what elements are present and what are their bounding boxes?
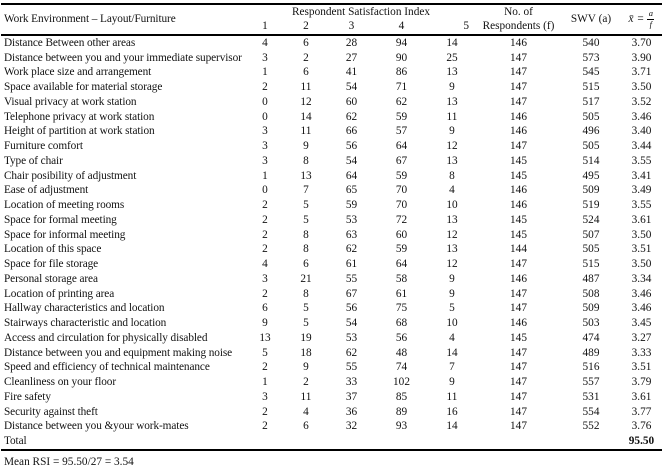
- table-row: [1, 213, 662, 228]
- rsi-1-value: 2: [262, 213, 268, 226]
- mean-value: 3.52: [631, 95, 652, 108]
- rsi-1-value: 2: [262, 228, 268, 241]
- table-row: [1, 51, 662, 66]
- rsi-5-value: 14: [446, 36, 458, 49]
- swv-value: 507: [582, 228, 600, 241]
- rsi-3-value: 62: [345, 346, 358, 359]
- rsi-5-value: 12: [446, 140, 458, 153]
- respondents-value: 147: [510, 81, 527, 94]
- mean-value: 3.61: [631, 390, 652, 403]
- row-label: Location of meeting rooms: [4, 199, 125, 212]
- rsi-4-value: 89: [395, 405, 408, 418]
- table-header: [1, 4, 662, 35]
- rsi-3-value: 37: [345, 390, 358, 403]
- rsi-2-value: 9: [303, 361, 309, 374]
- swv-value: 557: [582, 376, 600, 389]
- rsi-5-value: 12: [446, 228, 458, 241]
- mean-value: 3.46: [631, 110, 652, 123]
- rsi-4-value: 61: [395, 287, 408, 300]
- mean-value: 3.55: [631, 199, 652, 212]
- rsi-2-value: 6: [303, 66, 309, 79]
- row-label: Personal storage area: [4, 272, 98, 285]
- rsi-2-value: 14: [300, 110, 312, 123]
- rsi-5-value: 13: [446, 243, 458, 256]
- rsi-1-value: 2: [262, 405, 268, 418]
- rsi-3-value: 54: [345, 81, 358, 94]
- respondents-value: 147: [510, 302, 527, 315]
- swv-value: 545: [582, 66, 600, 79]
- rsi-1-value: 2: [262, 81, 268, 94]
- respondents-value: 146: [510, 125, 527, 138]
- rsi-4-value: 59: [395, 169, 408, 182]
- row-label: Ease of adjustment: [4, 184, 89, 197]
- row-label: Distance between you and your immediate supervisor: [4, 51, 242, 64]
- col-header-respondents-line2: Respondents (f): [482, 20, 555, 33]
- rsi-2-value: 6: [303, 258, 309, 271]
- row-label: Cleanliness on your floor: [4, 376, 117, 389]
- rsi-3-value: 56: [345, 302, 358, 315]
- rsi-2-value: 5: [303, 199, 309, 212]
- swv-value: 509: [582, 184, 600, 197]
- rsi-1-value: 3: [262, 125, 268, 138]
- rsi-3-value: 33: [345, 376, 358, 389]
- swv-value: 474: [582, 331, 600, 344]
- respondents-value: 145: [510, 331, 527, 344]
- rsi-3-value: 54: [345, 154, 358, 167]
- mean-value: 3.46: [631, 302, 652, 315]
- respondents-value: 146: [510, 199, 527, 212]
- rsi-1-value: 3: [262, 272, 268, 285]
- table-row: [1, 65, 662, 80]
- table-row: [1, 169, 662, 184]
- swv-value: 503: [582, 317, 600, 330]
- rsi-2-value: 2: [303, 51, 309, 64]
- rsi-4-value: 57: [395, 125, 408, 138]
- rsi-2-value: 6: [303, 36, 309, 49]
- rsi-1-value: 13: [259, 331, 271, 344]
- mean-value: 3.76: [631, 420, 652, 433]
- table-row: [1, 154, 662, 169]
- rsi-3-value: 62: [345, 110, 358, 123]
- rsi-4-value: 90: [395, 51, 408, 64]
- swv-value: 487: [582, 272, 600, 285]
- rsi-5-value: 7: [449, 361, 455, 374]
- respondents-value: 147: [510, 390, 527, 403]
- total-spacer: [246, 434, 621, 450]
- respondents-value: 146: [510, 36, 527, 49]
- total-label: Total: [4, 435, 27, 448]
- rsi-2-value: 13: [300, 169, 312, 182]
- swv-value: 505: [582, 243, 600, 256]
- table-row: [1, 272, 662, 287]
- row-label: Type of chair: [4, 154, 63, 167]
- respondents-value: 147: [510, 95, 527, 108]
- rsi-4-value: 72: [395, 213, 408, 226]
- row-label: Distance Between other areas: [4, 36, 136, 49]
- col-header-mean: [621, 4, 662, 35]
- rsi-4-value: 67: [395, 154, 408, 167]
- mean-equals: =: [636, 13, 645, 26]
- respondents-value: 144: [510, 243, 527, 256]
- rsi-1-value: 3: [262, 140, 268, 153]
- swv-value: 514: [582, 154, 600, 167]
- swv-value: 540: [582, 36, 600, 49]
- rsi-2-value: 11: [300, 125, 312, 138]
- row-label: Location of this space: [4, 243, 102, 256]
- rsi-2-value: 5: [303, 213, 309, 226]
- rsi-3-value: 66: [345, 125, 358, 138]
- rsi-4-value: 64: [395, 140, 408, 153]
- rsi-4-value: 102: [393, 376, 410, 389]
- rsi-2-value: 8: [303, 154, 309, 167]
- rsi-2-value: 18: [300, 346, 312, 359]
- respondents-value: 147: [510, 420, 527, 433]
- table-row: [1, 198, 662, 213]
- swv-value: 508: [582, 287, 600, 300]
- mean-value: 3.77: [631, 405, 652, 418]
- row-label: Chair posibility of adjustment: [4, 169, 137, 182]
- respondents-value: 147: [510, 405, 527, 418]
- rsi-4-value: 93: [395, 420, 408, 433]
- mean-value: 3.33: [631, 346, 652, 359]
- respondents-value: 147: [510, 258, 527, 271]
- rsi-3-value: 67: [345, 287, 358, 300]
- total-mean-value: 95.50: [628, 435, 655, 448]
- swv-value: 531: [582, 390, 600, 403]
- rsi-5-value: 9: [449, 125, 455, 138]
- rsi-4-value: 64: [395, 258, 408, 271]
- table-row: [1, 405, 662, 420]
- mean-value: 3.70: [631, 36, 652, 49]
- row-label: Space for file storage: [4, 258, 99, 271]
- rsi-3-value: 60: [345, 95, 358, 108]
- row-label: Hallway characteristics and location: [4, 302, 165, 315]
- mean-value: 3.50: [631, 258, 652, 271]
- rsi-2-value: 11: [300, 81, 312, 94]
- rsi-5-value: 8: [449, 169, 455, 182]
- mean-value: 3.61: [631, 213, 652, 226]
- row-label: Space for informal meeting: [4, 228, 126, 241]
- swv-value: 524: [582, 213, 600, 226]
- rsi-1-value: 3: [262, 390, 268, 403]
- rsi-5-value: 9: [449, 287, 455, 300]
- rsi-3-value: 55: [345, 272, 358, 285]
- table-row: [1, 242, 662, 257]
- rsi-3-value: 56: [345, 140, 358, 153]
- mean-xbar: x̄: [628, 13, 634, 26]
- rsi-1-value: 5: [262, 346, 268, 359]
- rsi-2-value: 8: [303, 243, 309, 256]
- rsi-4-value: 56: [395, 331, 408, 344]
- rsi-3-value: 53: [345, 213, 358, 226]
- rsi-5-value: 4: [449, 184, 455, 197]
- respondents-value: 145: [510, 228, 527, 241]
- mean-value: 3.46: [631, 287, 652, 300]
- rsi-1-value: 0: [262, 110, 268, 123]
- rsi-5-value: 11: [446, 390, 458, 403]
- rsi-5-value: 13: [446, 213, 458, 226]
- rsi-2-value: 12: [300, 95, 312, 108]
- rsi-2-value: 2: [303, 376, 309, 389]
- swv-value: 505: [582, 140, 600, 153]
- rsi-2-value: 7: [303, 184, 309, 197]
- rsi-3-value: 28: [345, 36, 358, 49]
- scale-header-5: 5: [463, 20, 469, 33]
- rsi-5-value: 14: [446, 420, 458, 433]
- rsi-5-value: 12: [446, 258, 458, 271]
- mean-fraction: [647, 9, 654, 29]
- mean-fraction-numerator: a: [648, 8, 653, 19]
- total-row: [1, 434, 662, 450]
- table-row: [1, 287, 662, 302]
- table-row: [1, 301, 662, 316]
- row-label: Visual privacy at work station: [4, 95, 137, 108]
- swv-value: 554: [582, 405, 600, 418]
- rsi-4-value: 70: [395, 184, 408, 197]
- swv-value: 515: [582, 258, 600, 271]
- rsi-4-value: 70: [395, 199, 408, 212]
- swv-value: 519: [582, 199, 600, 212]
- table-row: [1, 390, 662, 405]
- swv-value: 517: [582, 95, 600, 108]
- rsi-2-value: 8: [303, 287, 309, 300]
- rsi-3-value: 54: [345, 317, 358, 330]
- respondents-value: 147: [510, 361, 527, 374]
- rsi-5-value: 13: [446, 95, 458, 108]
- mean-value: 3.40: [631, 125, 652, 138]
- rsi-3-value: 65: [345, 184, 358, 197]
- rsi-4-value: 68: [395, 317, 408, 330]
- rsi-1-value: 9: [262, 317, 268, 330]
- rsi-4-value: 86: [395, 66, 408, 79]
- rsi-5-value: 10: [446, 199, 458, 212]
- col-header-respondents-line1: No. of: [504, 6, 533, 19]
- respondents-value: 147: [510, 346, 527, 359]
- row-label: Furniture comfort: [4, 140, 83, 153]
- row-label: Fire safety: [4, 390, 51, 403]
- mean-value: 3.45: [631, 317, 652, 330]
- rsi-1-value: 0: [262, 95, 268, 108]
- rsi-1-value: 2: [262, 361, 268, 374]
- header-row-1: [1, 4, 662, 19]
- row-label: Height of partition at work station: [4, 125, 155, 138]
- table-row: [1, 35, 662, 51]
- mean-value: 3.79: [631, 376, 652, 389]
- respondents-value: 145: [510, 169, 527, 182]
- rsi-1-value: 3: [262, 51, 268, 64]
- respondents-value: 147: [510, 376, 527, 389]
- rsi-1-value: 2: [262, 420, 268, 433]
- rsi-3-value: 55: [345, 361, 358, 374]
- table-row: [1, 124, 662, 139]
- rsi-2-value: 9: [303, 140, 309, 153]
- mean-value: 3.55: [631, 154, 652, 167]
- rsi-1-value: 1: [262, 169, 268, 182]
- mean-rsi-note: Mean RSI = 95.50/27 = 3.54: [4, 455, 134, 468]
- satisfaction-table: [1, 3, 662, 451]
- rsi-4-value: 74: [395, 361, 408, 374]
- rsi-4-value: 85: [395, 390, 408, 403]
- swv-value: 573: [582, 51, 600, 64]
- row-label: Speed and efficiency of technical maintenance: [4, 361, 210, 374]
- respondents-value: 147: [510, 51, 527, 64]
- rsi-5-value: 9: [449, 376, 455, 389]
- respondents-value: 147: [510, 287, 527, 300]
- rsi-5-value: 9: [449, 272, 455, 285]
- rsi-2-value: 5: [303, 302, 309, 315]
- rsi-5-value: 4: [449, 331, 455, 344]
- rsi-3-value: 63: [345, 228, 358, 241]
- row-label: Distance between you &your work-mates: [4, 420, 189, 433]
- mean-formula: [629, 9, 655, 29]
- rsi-4-value: 75: [395, 302, 408, 315]
- swv-value: 505: [582, 110, 600, 123]
- swv-value: 489: [582, 346, 600, 359]
- scale-header-4: 4: [398, 20, 405, 33]
- row-label: Telephone privacy at work station: [4, 110, 155, 123]
- rsi-5-value: 25: [446, 51, 458, 64]
- table-foot: [1, 434, 662, 450]
- row-label: Space available for material storage: [4, 81, 163, 94]
- mean-value: 3.34: [631, 272, 652, 285]
- swv-value: 516: [582, 361, 600, 374]
- table-row: [1, 228, 662, 243]
- row-label: Distance between you and equipment making noise: [4, 346, 233, 359]
- rsi-2-value: 4: [303, 405, 309, 418]
- rsi-1-value: 1: [262, 66, 268, 79]
- mean-value: 3.49: [631, 184, 652, 197]
- rsi-3-value: 62: [345, 243, 358, 256]
- mean-value: 3.51: [631, 243, 652, 256]
- row-label: Access and circulation for physically disabled: [4, 331, 208, 344]
- rsi-5-value: 5: [449, 302, 455, 315]
- rsi-2-value: 19: [300, 331, 312, 344]
- table-row: [1, 95, 662, 110]
- rsi-4-value: 48: [395, 346, 408, 359]
- row-label: Security against theft: [4, 405, 98, 418]
- rsi-4-value: 58: [395, 272, 408, 285]
- table-row: [1, 139, 662, 154]
- table-row: [1, 257, 662, 272]
- row-label: Location of printing area: [4, 287, 115, 300]
- table-body: [1, 35, 662, 434]
- scale-header-3: 3: [348, 20, 355, 33]
- scale-header-2: 2: [303, 20, 309, 33]
- rsi-3-value: 64: [345, 169, 358, 182]
- rsi-5-value: 13: [446, 154, 458, 167]
- rsi-2-value: 8: [303, 228, 309, 241]
- table-row: [1, 110, 662, 125]
- rsi-2-value: 21: [300, 272, 312, 285]
- respondents-value: 146: [510, 317, 527, 330]
- mean-fraction-denominator: f: [649, 19, 652, 30]
- rsi-1-value: 2: [262, 199, 268, 212]
- mean-value: 3.27: [631, 331, 652, 344]
- rsi-5-value: 13: [446, 66, 458, 79]
- rsi-3-value: 59: [345, 199, 358, 212]
- table-row: [1, 331, 662, 346]
- rsi-2-value: 5: [303, 317, 309, 330]
- rsi-3-value: 61: [345, 258, 358, 271]
- swv-value: 509: [582, 302, 600, 315]
- rsi-3-value: 53: [345, 331, 358, 344]
- rsi-5-value: 10: [446, 317, 458, 330]
- rsi-5-value: 14: [446, 346, 458, 359]
- rsi-1-value: 2: [262, 243, 268, 256]
- scale-header-1: 1: [262, 20, 268, 33]
- row-label: Work place size and arrangement: [4, 66, 152, 79]
- col-group-header-rsi: Respondent Satisfaction Index: [291, 6, 431, 19]
- rsi-4-value: 62: [395, 95, 408, 108]
- rsi-1-value: 2: [262, 287, 268, 300]
- rsi-1-value: 1: [262, 376, 268, 389]
- table-row: [1, 80, 662, 95]
- mean-value: 3.71: [631, 66, 652, 79]
- respondents-value: 146: [510, 110, 527, 123]
- rsi-1-value: 4: [262, 258, 268, 271]
- rsi-2-value: 11: [300, 390, 312, 403]
- table-row: [1, 183, 662, 198]
- col-header-work-environment: Work Environment – Layout/Furniture: [4, 13, 176, 26]
- swv-value: 552: [582, 420, 600, 433]
- rsi-1-value: 3: [262, 154, 268, 167]
- respondents-value: 147: [510, 140, 527, 153]
- swv-value: 515: [582, 81, 600, 94]
- rsi-4-value: 59: [395, 110, 408, 123]
- rsi-3-value: 27: [345, 51, 358, 64]
- mean-value: 3.44: [631, 140, 652, 153]
- rsi-5-value: 9: [449, 81, 455, 94]
- mean-value: 3.90: [631, 51, 652, 64]
- col-header-respondents: [476, 4, 561, 35]
- swv-value: 495: [582, 169, 600, 182]
- mean-value: 3.41: [631, 169, 652, 182]
- rsi-4-value: 59: [395, 243, 408, 256]
- rsi-4-value: 71: [395, 81, 408, 94]
- rsi-3-value: 32: [345, 420, 358, 433]
- respondents-value: 146: [510, 272, 527, 285]
- rsi-2-value: 6: [303, 420, 309, 433]
- col-header-swv: SWV (a): [570, 13, 612, 26]
- respondents-value: 145: [510, 154, 527, 167]
- table-row: [1, 360, 662, 375]
- respondents-value: 146: [510, 184, 527, 197]
- rsi-5-value: 11: [446, 110, 458, 123]
- rsi-5-value: 16: [446, 405, 458, 418]
- table-row: [1, 375, 662, 390]
- rsi-1-value: 0: [262, 184, 268, 197]
- rsi-3-value: 41: [345, 66, 358, 79]
- rsi-4-value: 94: [395, 36, 408, 49]
- row-label: Stairways characteristic and location: [4, 317, 167, 330]
- mean-value: 3.50: [631, 228, 652, 241]
- table-row: [1, 419, 662, 434]
- rsi-3-value: 36: [345, 405, 358, 418]
- rsi-1-value: 4: [262, 36, 268, 49]
- swv-value: 496: [582, 125, 600, 138]
- row-label: Space for formal meeting: [4, 213, 117, 226]
- rsi-1-value: 6: [262, 302, 268, 315]
- mean-value: 3.51: [631, 361, 652, 374]
- respondents-value: 147: [510, 66, 527, 79]
- rsi-4-value: 60: [395, 228, 408, 241]
- mean-value: 3.50: [631, 81, 652, 94]
- table-row: [1, 316, 662, 331]
- respondents-value: 145: [510, 213, 527, 226]
- table-row: [1, 346, 662, 361]
